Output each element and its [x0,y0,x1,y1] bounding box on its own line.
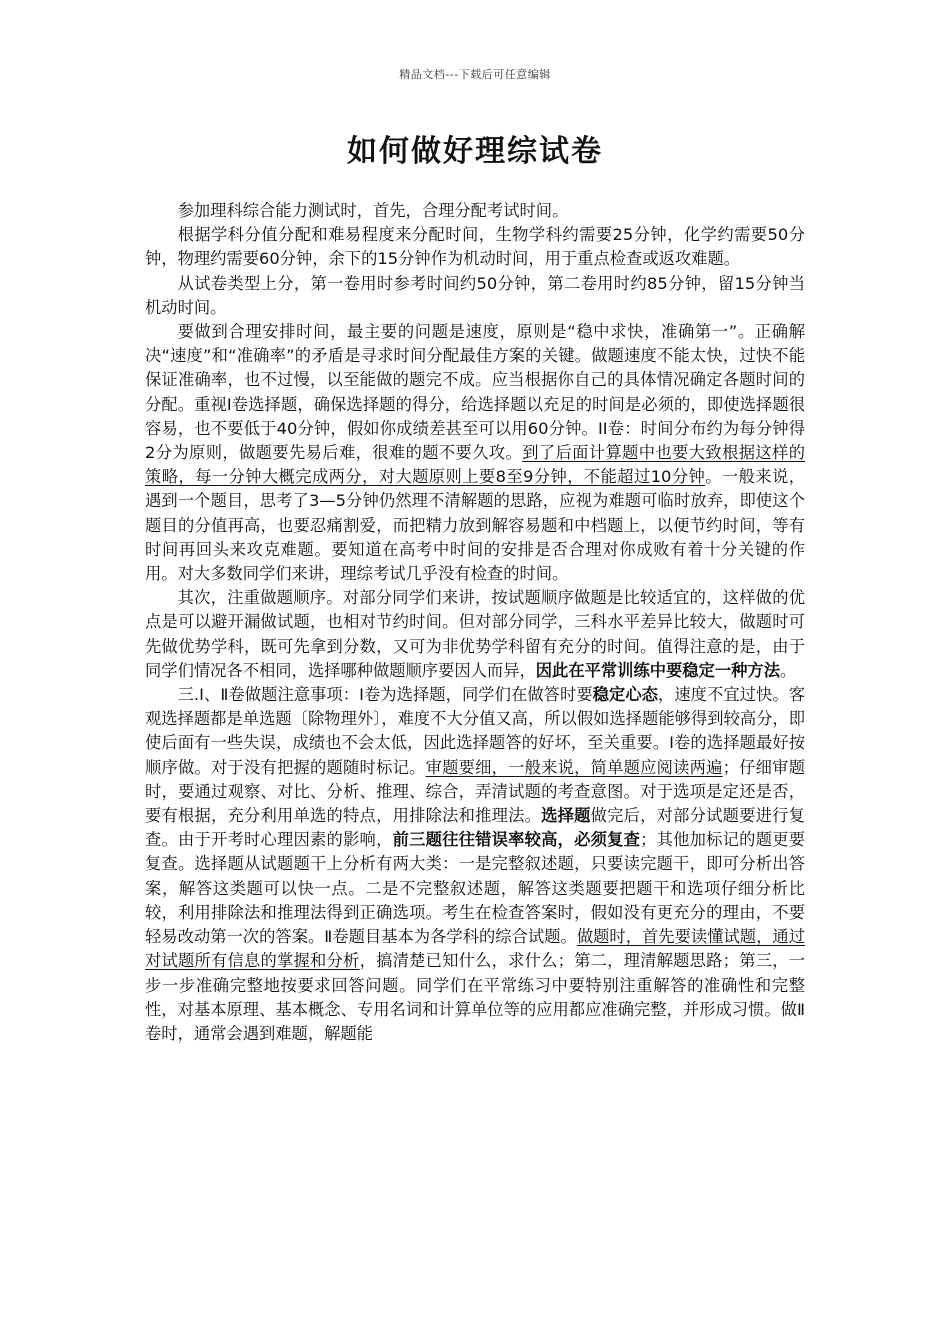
paragraph-text: 做完后，对部分试题要进行复查。由于开考时心理因素的影响， [145,806,805,850]
bold-text: 稳定心态 [592,685,659,705]
document-title: 如何做好理综试卷 [347,134,603,169]
paragraph-question-order [145,586,805,683]
paragraph-subject-time [145,223,805,271]
paragraph-text: 。一般来说，遇到一个题目，思考了3—5分钟仍然理不清解题的思路，应视为难题可临时放弃，即使这个题目的分值再高，也要忍痛割爱，而把精力放到解容易题和中档题上，以便节约时间，等有时间再回头来攻克难题。要知道在高考中时间的安排是否合理对你成败有着十分关键的作用。对大多数同学们来讲，理综考试几乎没有检查的时间。 [145,467,805,584]
underlined-text: 审题要细，一般来说，简单题应阅读两遍 [425,757,723,777]
paragraph-text: 参加理科综合能力测试时，首先，合理分配考试时间。 [177,201,569,220]
underlined-text: 到了后面计算题中也要大致根据这样的策略，每一分钟大概完成两分，对大题原则上要8至9分钟，不能超过10分钟 [145,443,805,487]
document-body [145,199,805,1046]
header-note: 精品文档---下载后可任意编辑 [399,68,551,81]
paragraph-text: 要做到合理安排时间，最主要的问题是速度，原则是“稳中求快，准确第一”。正确解决“速度”和“准确率”的矛盾是寻求时间分配最佳方案的关键。做题速度不能太快，过快不能保证准确率，也不过慢，以至能做的题完不成。应当根据你自己的具体情况确定各题时间的分配。重视Ⅰ卷选择题，确保选择题的得分，给选择题以充足的时间是必须的，即使选择题很容易，也不要低于40分钟，假如你成绩差甚至可以用60分钟。II卷：时间分布约为每分钟得2分为原则，做题要先易后难，很难的题不要久攻。 [145,322,805,463]
paragraph-text: 根据学科分值分配和难易程度来分配时间，生物学科约需要25分钟，化学约需要50分钟，物理约需要60分钟，余下的15分钟作为机动时间，用于重点检查或返攻难题。 [145,225,805,269]
bold-text: 因此在平常训练中要稳定一种方法 [535,660,780,680]
bold-text: 选择题 [541,806,591,826]
paragraph-text: 三.Ⅰ、Ⅱ卷做题注意事项：Ⅰ卷为选择题，同学们在做答时要 [177,685,593,705]
paragraph-paper-notes [145,683,805,1046]
paragraph-text: ；其他加标记的题更要复查。选择题从试题题干上分析有两大类：一是完整叙述题，只要读完题干，即可分析出答案，解答这类题可以快一点。二是不完整叙述题，解答这类题要把题干和选项仔细分析比较，利用排除法和推理法得到正确选项。考生在检查答案时，假如没有更充分的理由，不要轻易改动第一次的答案。Ⅱ卷题目基本为各学科的综合试题。 [145,830,805,947]
paragraph-text: ，速度不宜过快。客观选择题都是单选题〔除物理外〕，难度不大分值又高，所以假如选择题能够得到较高分，即使后面有一些失误，成绩也不会太低，因此选择题答的好坏，至关重要。Ⅰ卷的选择题最好按顺序做。对于没有把握的题随时标记。 [145,685,805,777]
paragraph-text: 。 [780,660,797,680]
paragraph-paper-time [145,272,805,320]
paragraph-text: 从试卷类型上分，第一卷用时参考时间约50分钟，第二卷用时约85分钟，留15分钟当机动时间。 [145,273,805,317]
bold-text: 前三题往往错误率较高，必须复查 [392,830,641,850]
paragraph-time-allocation-intro [145,199,805,223]
underlined-text: 做题时，首先要读懂试题，通过对试题所有信息的掌握和分析 [145,927,805,971]
paragraph-text: ，搞清楚已知什么，求什么；第二，理清解题思路；第三，一步一步准确完整地按要求回答问题。同学们在平常练习中要特别注重解答的准确性和完整性，对基本原理、基本概念、专用名词和计算单位等的应用都应准确完整，并形成习惯。做Ⅱ卷时，通常会遇到难题，解题能 [145,951,805,1043]
paragraph-text: 其次，注重做题顺序。对部分同学们来讲，按试题顺序做题是比较适宜的，这样做的优点是可以避开漏做试题，也相对节约时间。但对部分同学，三科水平差异比较大，做题时可先做优势学科，既可先拿到分数，又可为非优势学科留有充分的时间。值得注意的是，由于同学们情况各不相同，选择哪种做题顺序要因人而异， [145,588,805,680]
paragraph-speed-accuracy [145,320,805,586]
paragraph-text: ；仔细审题时，要通过观察、对比、分析、推理、综合，弄清试题的考查意图。对于选项是定还是否，要有根据，充分利用单选的特点，用排除法和推理法。 [145,757,805,826]
